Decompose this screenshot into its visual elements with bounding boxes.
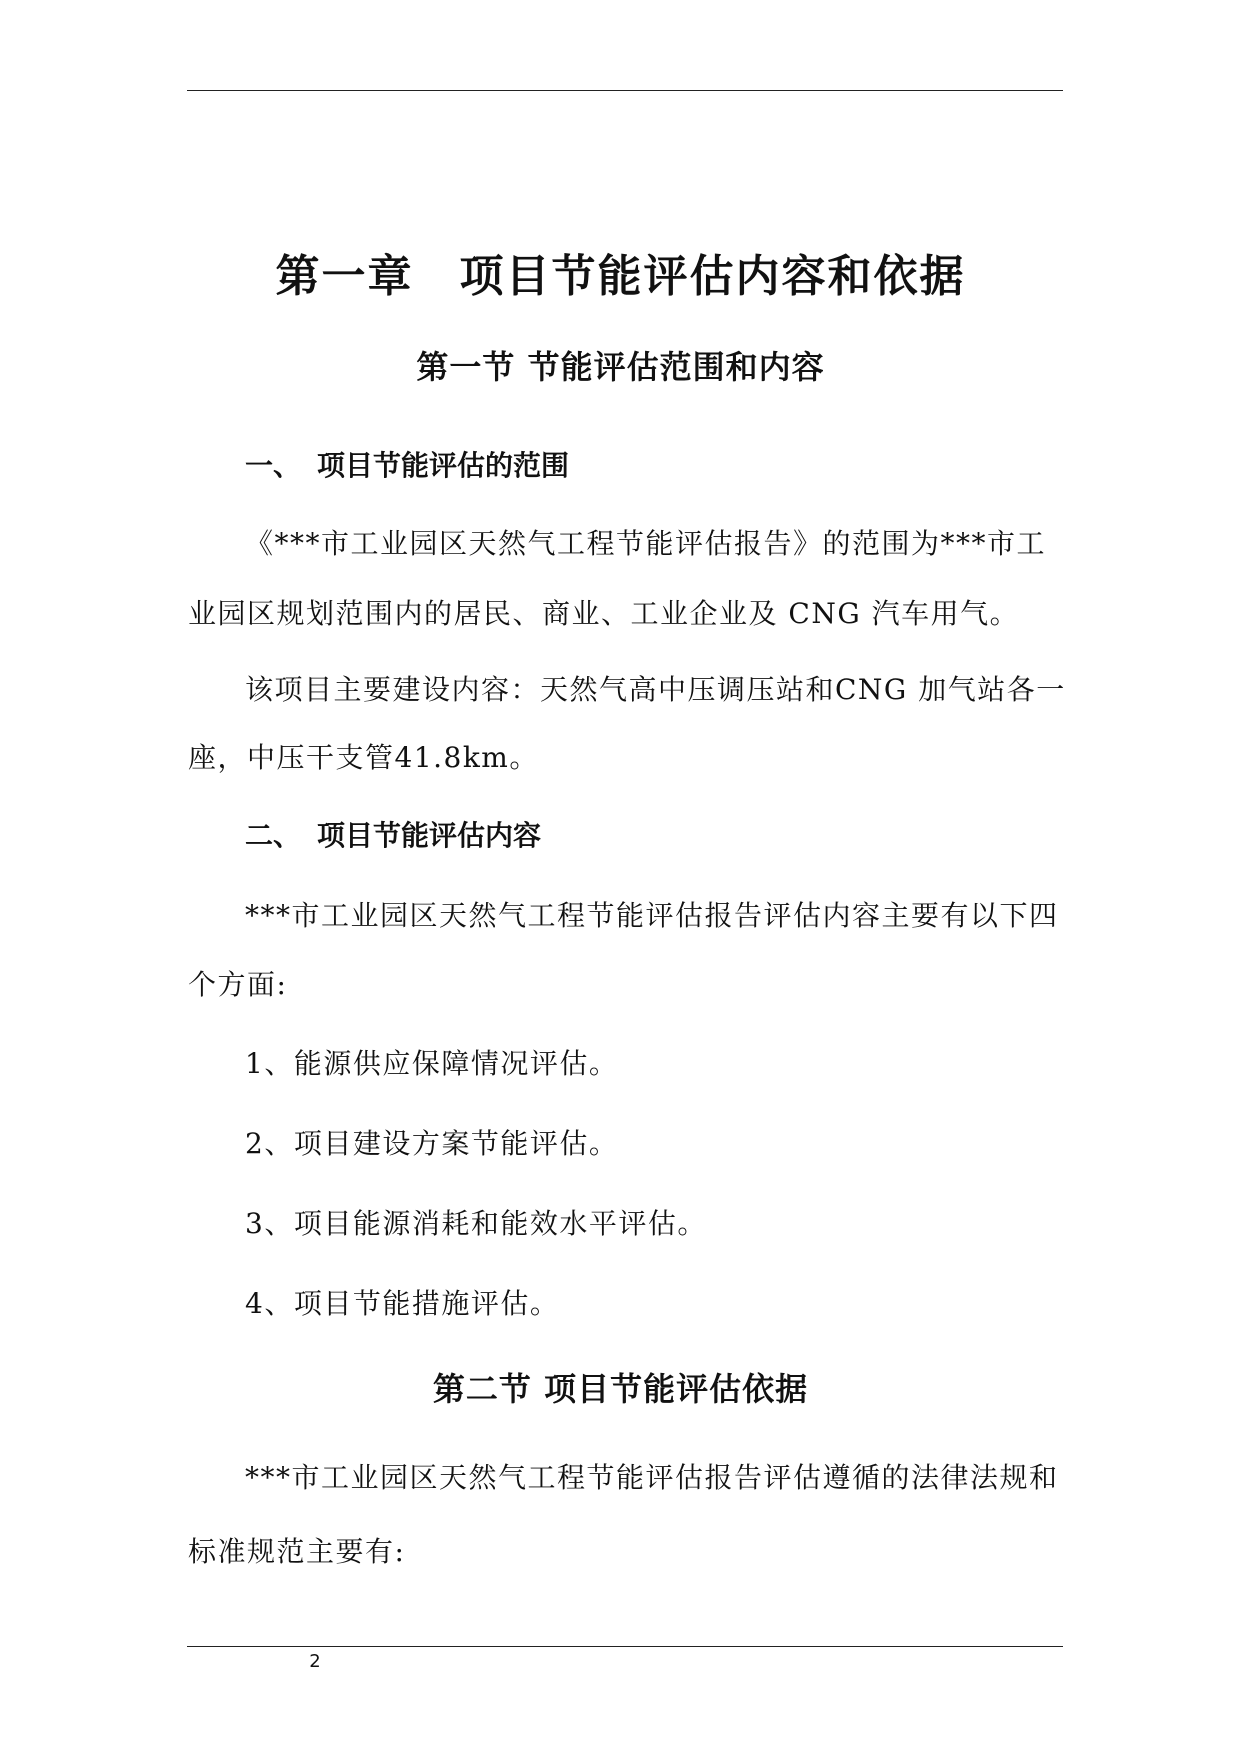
paragraph-line: ***市工业园区天然气工程节能评估报告评估内容主要有以下四 xyxy=(245,899,1059,932)
paragraph-line: 业园区规划范围内的居民、商业、工业企业及 CNG 汽车用气。 xyxy=(188,597,1020,630)
section-1-title: 第一节 节能评估范围和内容 xyxy=(416,348,825,386)
subheading-scope-number: 一、 xyxy=(245,449,302,482)
list-item: 2、项目建设方案节能评估。 xyxy=(245,1127,619,1160)
paragraph-line: 座，中压干支管41.8km。 xyxy=(188,741,539,774)
footer-rule xyxy=(187,1646,1063,1647)
list-item: 3、项目能源消耗和能效水平评估。 xyxy=(245,1207,707,1240)
subheading-scope-title: 项目节能评估的范围 xyxy=(317,449,570,482)
section-2-title: 第二节 项目节能评估依据 xyxy=(432,1370,809,1408)
subheading-content-number: 二、 xyxy=(245,819,302,852)
header-rule xyxy=(187,90,1063,91)
list-item: 1、能源供应保障情况评估。 xyxy=(245,1047,619,1080)
subheading-content-title: 项目节能评估内容 xyxy=(317,819,542,852)
subheading-content xyxy=(245,814,541,854)
paragraph-line: 《***市工业园区天然气工程节能评估报告》的范围为***市工 xyxy=(245,527,1047,560)
list-item: 4、项目节能措施评估。 xyxy=(245,1287,560,1320)
subheading-scope xyxy=(245,444,569,484)
paragraph-line: ***市工业园区天然气工程节能评估报告评估遵循的法律法规和 xyxy=(245,1461,1059,1494)
paragraph-line: 该项目主要建设内容：天然气高中压调压站和CNG 加气站各一 xyxy=(245,673,1066,706)
chapter-title: 第一章 项目节能评估内容和依据 xyxy=(275,251,966,302)
paragraph-line: 个方面: xyxy=(188,968,288,1001)
page-number: 2 xyxy=(309,1651,321,1672)
paragraph-line: 标准规范主要有: xyxy=(188,1535,406,1568)
